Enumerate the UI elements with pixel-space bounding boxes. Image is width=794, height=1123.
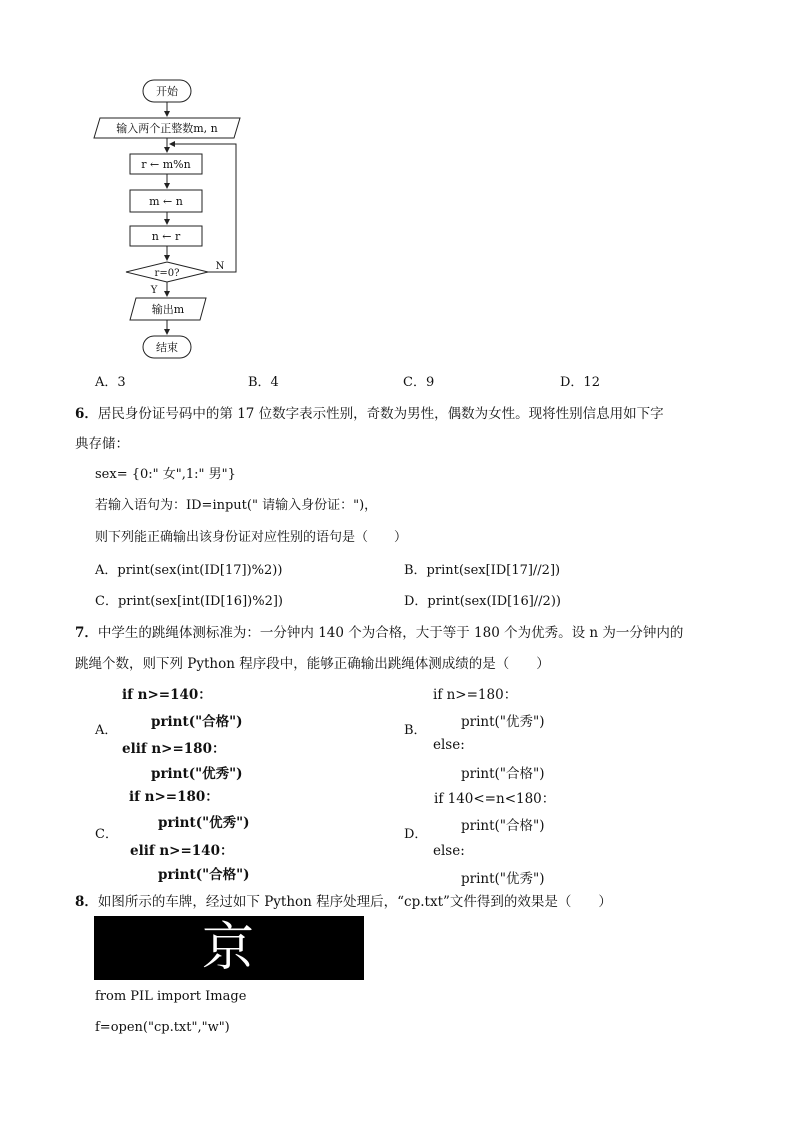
q7-b-code-2: print("优秀") <box>461 714 545 730</box>
q6-option-c: C．print(sex[int(ID[16])%2]) <box>95 594 283 609</box>
q8-number: 8． <box>75 894 98 910</box>
flow-output-label: 输出m <box>151 303 185 316</box>
q7-option-d-label: D． <box>404 827 428 842</box>
q6-stem-line2: 典存储： <box>75 436 129 452</box>
q5-option-a: A．3 <box>95 375 126 390</box>
q6-code-dict: sex= {0:" 女",1:" 男"} <box>95 467 236 482</box>
flow-end-label: 结束 <box>156 341 178 354</box>
q6-stem-line1 <box>75 405 664 423</box>
q7-d-code-3: else: <box>433 843 465 859</box>
q5-option-c: C．9 <box>403 375 435 390</box>
flow-decision-label: r=0? <box>154 268 180 279</box>
q7-a-code-4: print("优秀") <box>151 766 243 782</box>
q7-stem-line2: 跳绳个数，则下列 Python 程序段中，能够正确输出跳绳体测成绩的是（ ） <box>75 656 550 672</box>
flowchart <box>90 76 250 366</box>
q6-option-a: A．print(sex(int(ID[17])%2)) <box>95 563 283 578</box>
q7-option-a-label: A． <box>95 723 118 738</box>
q7-d-code-2: print("合格") <box>461 818 545 834</box>
q6-option-b: B．print(sex[ID[17]//2]) <box>404 563 561 578</box>
flow-step2-label: m ← n <box>149 195 183 208</box>
q7-b-code-3: else: <box>433 737 465 753</box>
q7-number: 7． <box>75 625 98 641</box>
q8-stem-line1 <box>75 893 612 911</box>
q8-code-2: f=open("cp.txt","w") <box>95 1020 230 1035</box>
flow-step1-label: r ← m%n <box>141 158 191 171</box>
q7-d-code-4: print("优秀") <box>461 871 545 887</box>
q7-a-code-3: elif n>=180： <box>122 741 226 757</box>
q6-number: 6． <box>75 406 98 422</box>
q7-c-code-3: elif n>=140： <box>130 843 234 859</box>
q6-ask: 则下列能正确输出该身份证对应性别的语句是（ ） <box>95 530 408 545</box>
q5-option-d: D．12 <box>560 375 600 390</box>
q7-text-1: 中学生的跳绳体测标准为：一分钟内 140 个为合格，大于等于 180 个为优秀。设 n 为一分钟内的 <box>97 625 684 641</box>
q7-a-code-2: print("合格") <box>151 714 243 730</box>
q8-code-1: from PIL import Image <box>95 989 247 1004</box>
q7-b-code-1: if n>=180： <box>433 687 518 703</box>
q5-option-b: B．4 <box>248 375 279 390</box>
flow-yes-label: Y <box>150 285 158 296</box>
q7-a-code-1: if n>=140： <box>122 687 212 703</box>
q7-c-code-2: print("优秀") <box>158 815 250 831</box>
license-plate-image: 京 <box>94 916 364 980</box>
q7-stem-line1 <box>75 624 683 642</box>
flow-step3-label: n ← r <box>151 230 181 243</box>
q7-c-code-1: if n>=180： <box>129 789 219 805</box>
q6-option-d: D．print(sex(ID[16]//2)) <box>404 594 561 609</box>
q7-d-code-1: if 140<=n<180： <box>434 791 556 807</box>
q8-text-1: 如图所示的车牌，经过如下 Python 程序处理后，“cp.txt”文件得到的效果是（ ） <box>97 894 612 910</box>
q7-c-code-4: print("合格") <box>158 867 250 883</box>
flow-no-label: N <box>215 261 225 272</box>
flow-input-label: 输入两个正整数m, n <box>116 122 218 135</box>
q7-option-b-label: B． <box>404 723 427 738</box>
q6-text-1: 居民身份证号码中的第 17 位数字表示性别，奇数为男性，偶数为女性。现将性别信息用如下字 <box>97 406 664 422</box>
q7-option-c-label: C． <box>95 827 118 842</box>
q6-input-line: 若输入语句为：ID=input(" 请输入身份证：")， <box>95 498 378 513</box>
q7-b-code-4: print("合格") <box>461 766 545 782</box>
flow-start-label: 开始 <box>156 85 178 98</box>
